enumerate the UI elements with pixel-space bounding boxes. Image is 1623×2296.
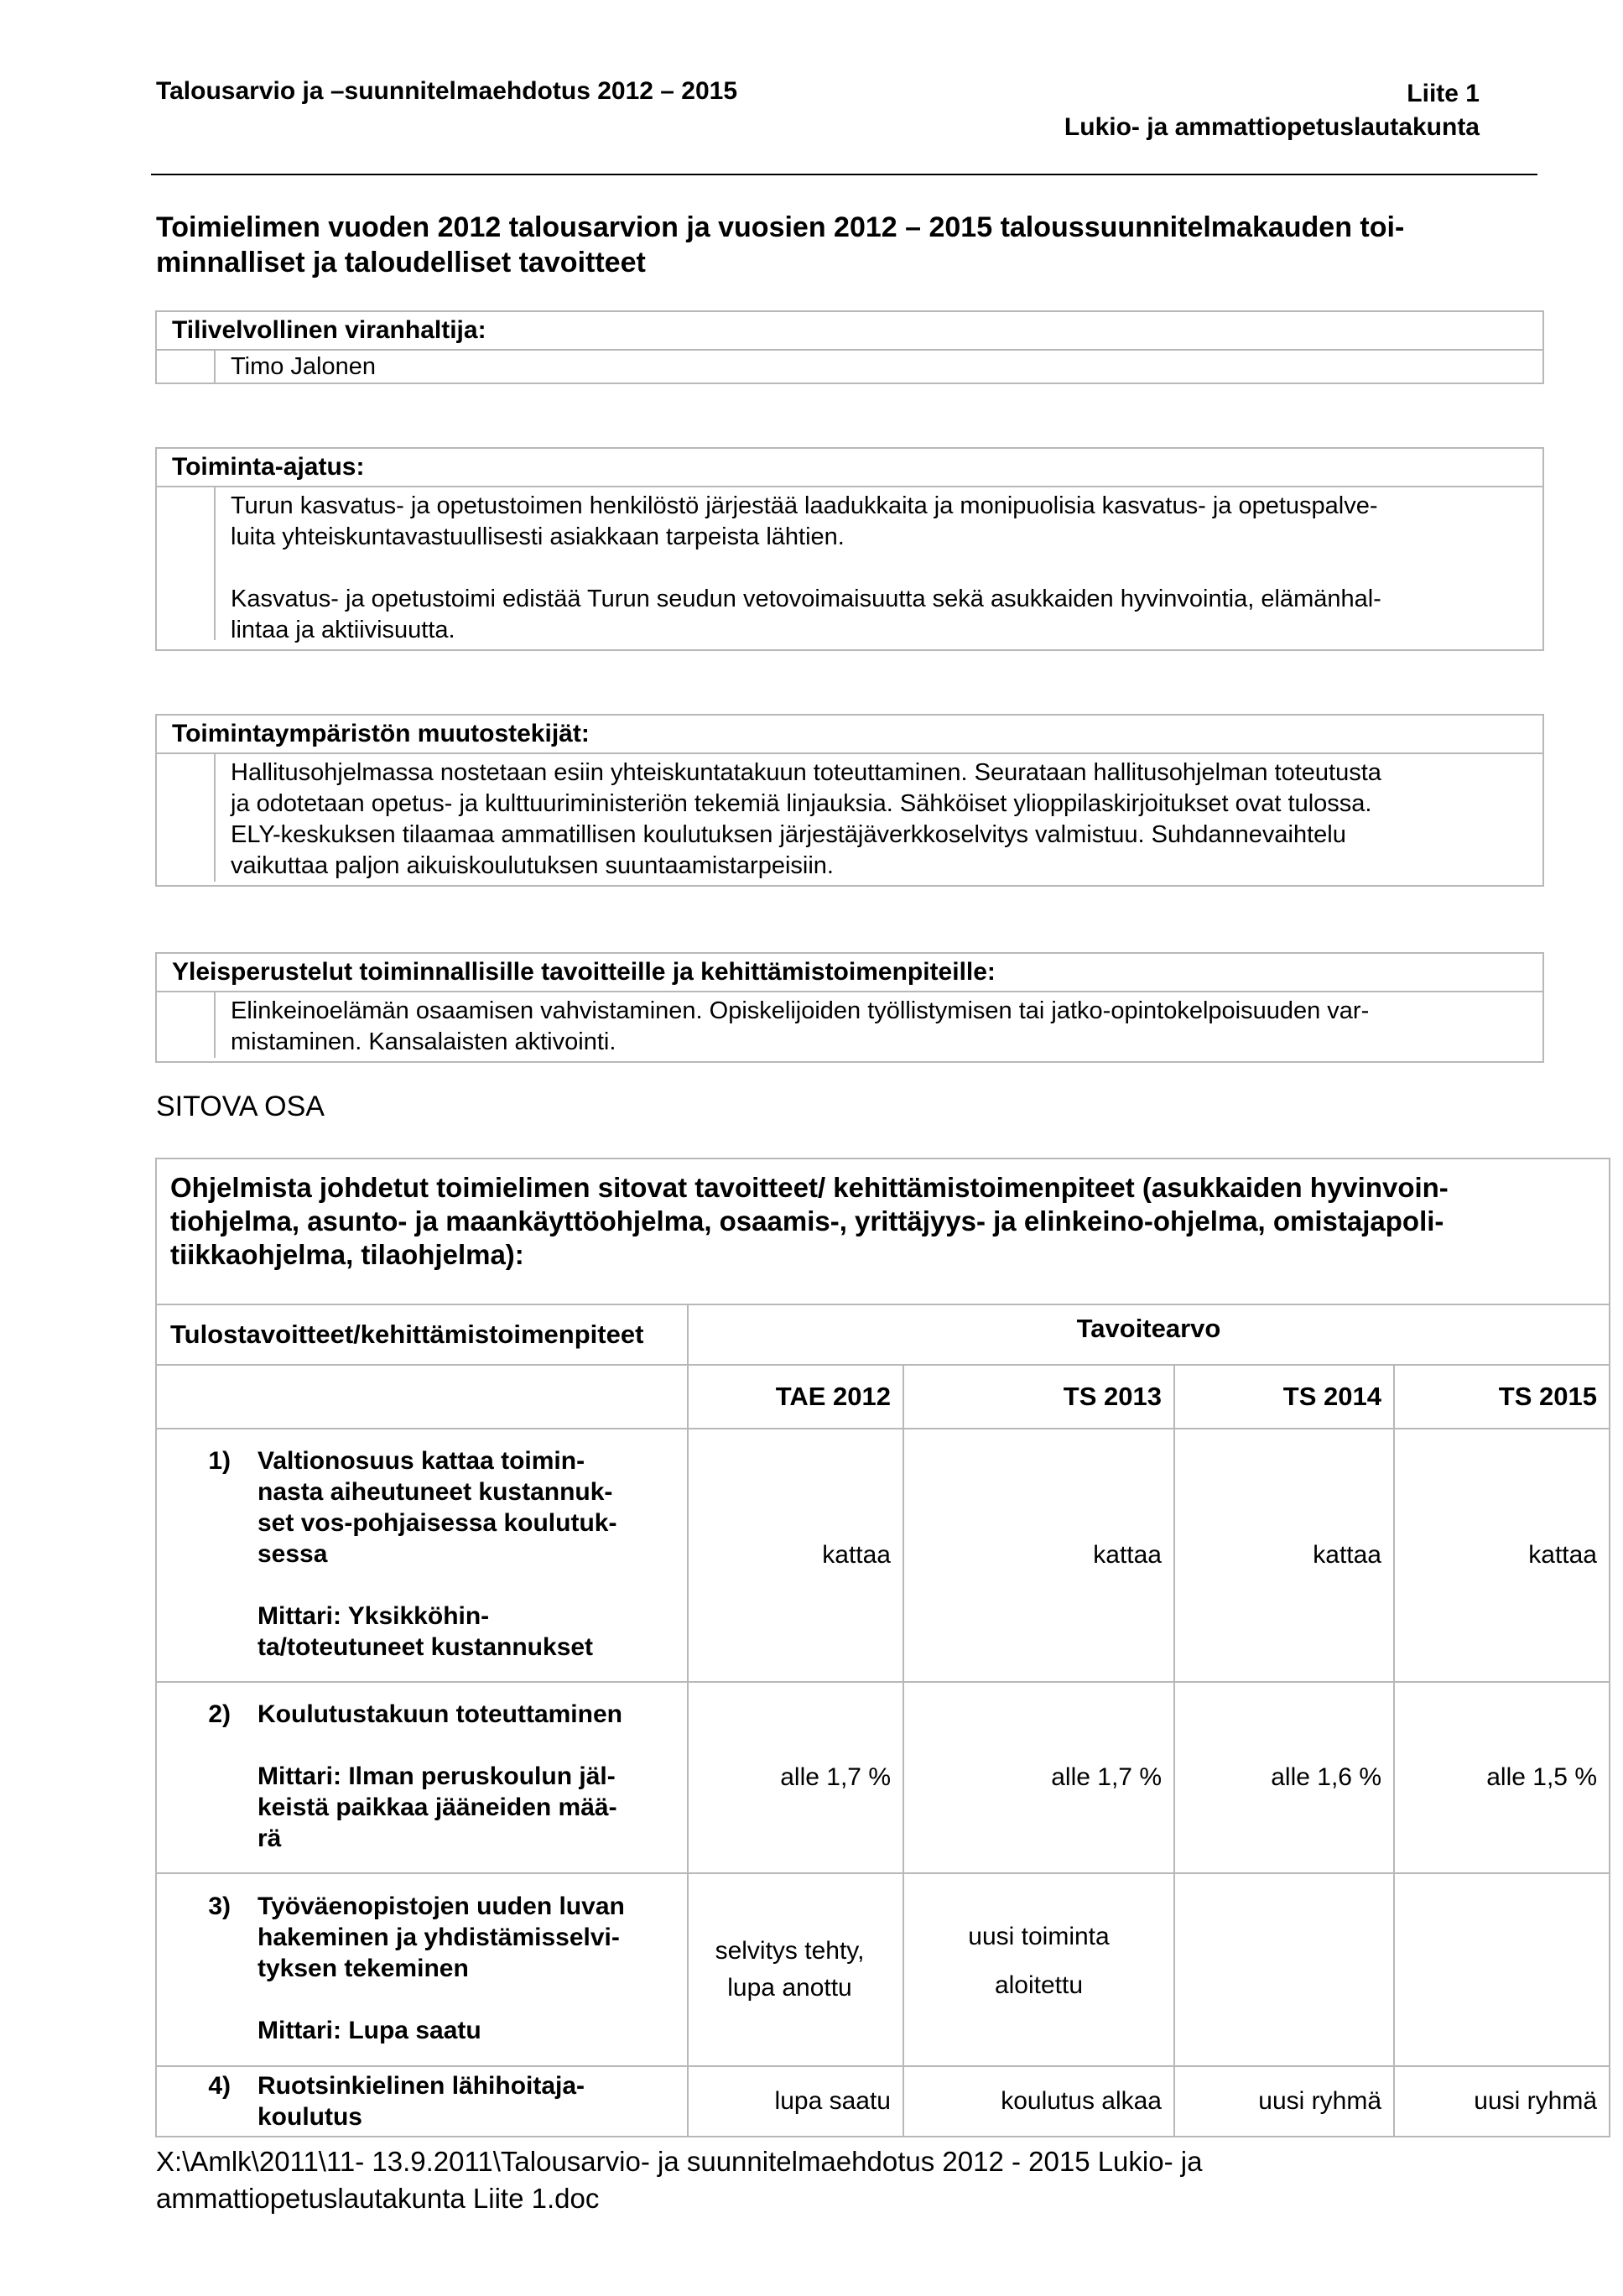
goal-cell (156, 1682, 688, 1873)
committee-name: Lukio- ja ammattiopetuslautakunta (1064, 113, 1480, 141)
text-line: nasta aiheutuneet kustannuk- (257, 1477, 613, 1506)
page-title-line: minnalliset ja taloudelliset tavoitteet (156, 247, 646, 279)
target-value: kattaa (1394, 1429, 1610, 1682)
accountable-official-name: Timo Jalonen (231, 353, 377, 380)
empty-cell (156, 1365, 688, 1429)
goal-meter: Mittari: Yksikköhin- (257, 1601, 490, 1630)
goal-cell (156, 2066, 688, 2137)
target-value: uusi ryhmä (1174, 2066, 1394, 2137)
target-value: alle 1,6 % (1174, 1682, 1394, 1873)
goals-table-intro (156, 1158, 1610, 1304)
environment-box (155, 714, 1544, 887)
goal-meter: keistä paikkaa jääneiden mää- (257, 1793, 617, 1821)
table-row (156, 1873, 1610, 2066)
text-line: lintaa ja aktiivisuutta. (231, 617, 455, 643)
target-value: alle 1,7 % (903, 1682, 1174, 1873)
goal-cell (156, 1429, 688, 1682)
goal-description (257, 1891, 675, 2046)
text-line: selvitys tehty, (715, 1937, 865, 1965)
box-gutter (157, 351, 216, 383)
binding-section-heading: SITOVA OSA (156, 1091, 325, 1122)
box-gutter (157, 992, 216, 1058)
text-line: tiohjelma, asunto- ja maankäyttöohjelma, osaamis-, yrittäjyys- ja elinkeino-ohjelma, omistajapoli- (170, 1205, 1444, 1237)
text-line: luita yhteiskuntavastuullisesti asiakkaan tarpeista lähtien. (231, 523, 845, 550)
target-value: koulutus alkaa (903, 2066, 1174, 2137)
binding-goals-table (155, 1158, 1610, 2137)
text-line: Turun kasvatus- ja opetustoimen henkilöstö järjestää laadukkaita ja monipuolisia kasvatus- ja opetuspalve- (231, 492, 1378, 519)
page-title-line: Toimielimen vuoden 2012 talousarvion ja vuosien 2012 – 2015 taloussuunnitelmakauden toi- (156, 211, 1405, 243)
target-value: lupa saatu (688, 2066, 903, 2137)
mission-paragraph (231, 491, 1527, 553)
mission-box (155, 447, 1544, 651)
text-line: Valtionosuus kattaa toimin- (257, 1446, 585, 1475)
text-line: ja odotetaan opetus- ja kulttuuriministeriön tekemiä linjauksia. Sähköiset ylioppilaskirjoitukset ovat tulossa. (231, 790, 1372, 817)
text-line: koulutus (257, 2103, 362, 2131)
text-line: Koulutustakuun toteuttaminen (257, 1700, 622, 1728)
text-line: uusi toiminta (968, 1923, 1110, 1950)
goal-description (257, 2070, 675, 2132)
rationale-box (155, 952, 1544, 1063)
text-line: tiikkaohjelma, tilaohjelma): (170, 1239, 524, 1270)
rationale-heading: Yleisperustelut toiminnallisille tavoitteille ja kehittämistoimenpiteille: (157, 954, 1542, 992)
header-document-title: Talousarvio ja –suunnitelmaehdotus 2012 – 2015 (156, 77, 738, 105)
mission-paragraph (231, 584, 1527, 646)
goal-meter: ta/toteutuneet kustannukset (257, 1632, 594, 1661)
goal-meter: Mittari: Ilman peruskoulun jäl- (257, 1762, 616, 1790)
year-header: TAE 2012 (688, 1365, 903, 1429)
target-value: alle 1,7 % (688, 1682, 903, 1873)
text-line: lupa anottu (727, 1974, 852, 2002)
year-header: TS 2014 (1174, 1365, 1394, 1429)
box-gutter (157, 487, 216, 640)
target-value: uusi ryhmä (1394, 2066, 1610, 2137)
environment-heading: Toimintaympäristön muutostekijät: (157, 716, 1542, 754)
text-line: vaikuttaa paljon aikuiskoulutuksen suuntaamistarpeisiin. (231, 852, 834, 879)
text-line: set vos-pohjaisessa koulutuk- (257, 1508, 617, 1537)
environment-text (216, 754, 1542, 885)
goal-description (257, 1445, 675, 1663)
text-line: Hallitusohjelmassa nostetaan esiin yhteiskuntatakuun toteuttaminen. Seurataan hallitusohjelman toteutusta (231, 759, 1381, 786)
target-value: kattaa (688, 1429, 903, 1682)
accountable-official-box (155, 310, 1544, 384)
rationale-text (216, 992, 1542, 1061)
goal-cell (156, 1873, 688, 2066)
empty-cell (1174, 1873, 1394, 2066)
table-row (156, 2066, 1610, 2137)
header-divider (151, 174, 1537, 175)
text-line: Ruotsinkielinen lähihoitaja- (257, 2072, 585, 2100)
target-value (903, 1873, 1174, 2066)
goal-number: 3) (208, 1892, 231, 1920)
goal-number: 2) (208, 1700, 231, 1728)
column-header-goals: Tulostavoitteet/kehittämistoimenpiteet (156, 1304, 688, 1365)
table-row (156, 1682, 1610, 1873)
text-line: Elinkeinoelämän osaamisen vahvistaminen. Opiskelijoiden työllistymisen tai jatko-opintokelpoisuuden var- (231, 997, 1370, 1024)
text-line: Kasvatus- ja opetustoimi edistää Turun seudun vetovoimaisuutta sekä asukkaiden hyvinvointia, elämänhal- (231, 586, 1381, 612)
goal-number: 4) (208, 2072, 231, 2100)
text-line: X:\Amlk\2011\11- 13.9.2011\Talousarvio- ja suunnitelmaehdotus 2012 - 2015 Lukio- ja (156, 2146, 1203, 2177)
target-value: alle 1,5 % (1394, 1682, 1610, 1873)
goal-number: 1) (208, 1446, 231, 1475)
column-header-target-value: Tavoitearvo (688, 1304, 1610, 1365)
text-line: ammattiopetuslautakunta Liite 1.doc (156, 2183, 600, 2214)
text-line: aloitettu (994, 1971, 1084, 1999)
accountable-official-heading: Tilivelvollinen viranhaltija: (157, 312, 1542, 351)
mission-text (216, 487, 1542, 649)
target-value: kattaa (903, 1429, 1174, 1682)
goal-description (257, 1699, 675, 1854)
text-line: ELY-keskuksen tilaamaa ammatillisen koulutuksen järjestäjäverkkoselvitys valmistuu. Suhdannevaihtelu (231, 821, 1346, 848)
mission-heading: Toiminta-ajatus: (157, 449, 1542, 487)
text-line: mistaminen. Kansalaisten aktivointi. (231, 1028, 616, 1055)
goal-meter: Mittari: Lupa saatu (257, 2016, 481, 2044)
target-value (688, 1873, 903, 2066)
empty-cell (1394, 1873, 1610, 2066)
file-path-footer (156, 2143, 1414, 2217)
text-line: sessa (257, 1539, 328, 1568)
text-line: Työväenopistojen uuden luvan (257, 1892, 625, 1920)
page-title (156, 210, 1498, 280)
appendix-label: Liite 1 (1407, 80, 1480, 107)
goal-meter: rä (257, 1824, 282, 1852)
text-line: tyksen tekeminen (257, 1954, 469, 1982)
year-header: TS 2015 (1394, 1365, 1610, 1429)
text-line: Ohjelmista johdetut toimielimen sitovat tavoitteet/ kehittämistoimenpiteet (asukkaiden hyvinvoin- (170, 1172, 1449, 1203)
box-gutter (157, 754, 216, 882)
text-line: hakeminen ja yhdistämisselvi- (257, 1923, 620, 1951)
year-header: TS 2013 (903, 1365, 1174, 1429)
table-row (156, 1429, 1610, 1682)
target-value: kattaa (1174, 1429, 1394, 1682)
header-right (1064, 77, 1480, 144)
